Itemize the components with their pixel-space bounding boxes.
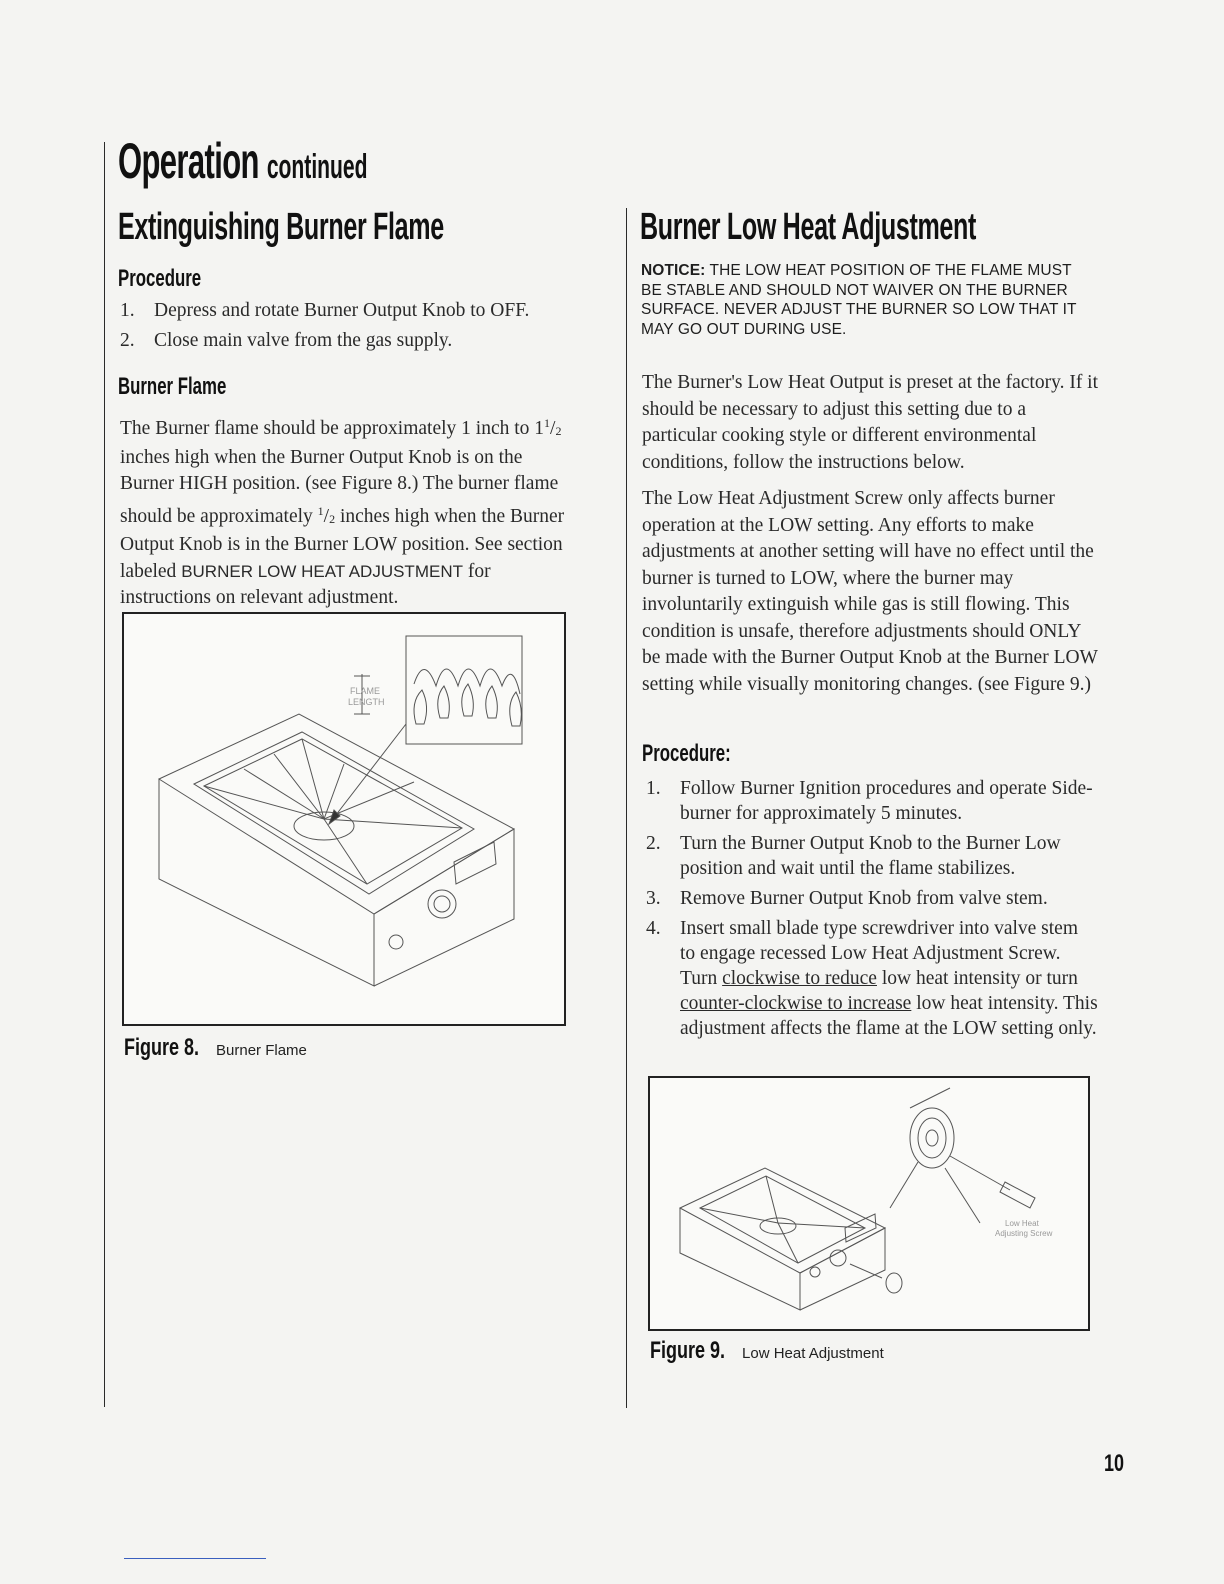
figure-8-caption-text: Burner Flame bbox=[216, 1042, 307, 1059]
figure-8-box bbox=[122, 612, 566, 1026]
screw-label: Low Heat bbox=[1005, 1219, 1039, 1228]
figure-8-label: Figure 8. bbox=[124, 1034, 200, 1061]
low-heat-paragraph-2: The Low Heat Adjustment Screw only affects burner operation at the LOW setting. Any efforts to make adjustments at another setting will have no effect until the burner is turned to LOW, where the burner may involuntarily extinguish while gas is still flowing. This condition is unsafe, therefore adjustments should ONLY be made with the Burner Output Knob at the Burner LOW setting while visually monitoring changes. (see Figure 9.) bbox=[642, 488, 1098, 695]
control-panel-label bbox=[454, 842, 496, 884]
notice-box: NOTICE: THE LOW HEAT POSITION OF THE FLAME MUST BE STABLE AND SHOULD NOT WAIVER ON THE BURNER SURFACE. NEVER ADJUST THE BURNER SO LOW THAT IT MAY GO OUT DURING USE. bbox=[641, 262, 1077, 338]
clockwise-note: clockwise to reduce bbox=[722, 968, 877, 989]
figure-9-label: Figure 9. bbox=[650, 1337, 726, 1364]
low-heat-heading: Burner Low Heat Adjustment bbox=[640, 206, 977, 248]
burner-flame-heading: Burner Flame bbox=[118, 373, 227, 400]
column-divider-rule bbox=[626, 208, 627, 1408]
footer-rule bbox=[124, 1558, 266, 1559]
page-number: 10 bbox=[1104, 1450, 1125, 1477]
screwdriver bbox=[950, 1156, 1010, 1190]
procedure-heading-right: Procedure: bbox=[642, 740, 731, 767]
extinguish-steps bbox=[120, 298, 590, 358]
left-margin-rule bbox=[104, 142, 105, 1407]
list-item: 1. Follow Burner Ignition procedures and operate Side-burner for approximately 5 minutes. bbox=[646, 778, 1093, 824]
burner-top-outline bbox=[680, 1168, 885, 1273]
flame-length-label-2: LENGTH bbox=[348, 697, 385, 707]
figure-9-caption-text: Low Heat Adjustment bbox=[742, 1345, 884, 1362]
notice-label: NOTICE: bbox=[641, 262, 706, 279]
page-subtitle: continued bbox=[266, 148, 368, 186]
removed-knob bbox=[886, 1273, 902, 1293]
figure-9-box bbox=[648, 1076, 1090, 1331]
adjustment-steps bbox=[646, 776, 1098, 1046]
figure-8-illustration bbox=[124, 614, 564, 1024]
burner-flame-text: The Burner flame should be approximately 1 inch to $1^1/_2$ inches high when the Burner Output Knob is on the Burner HIGH position. (see Figure 8.) The burner flame should be approximately $^1/_2$ inches high when the Burner Output Knob is in the Burner LOW position. See section labeled BURNER LOW HEAT ADJUSTMENT for instructions on relevant adjustment. bbox=[120, 416, 565, 608]
valve-zoom-circle bbox=[910, 1108, 954, 1168]
list-item: 4. Insert small blade type screwdriver into valve stem to engage recessed Low Heat Adjustment Screw. Turn clockwise to reduce low heat intensity or turn counter-clockwise to increase low heat intensity. This adjustment affects the flame at the LOW setting only. bbox=[646, 918, 1098, 1039]
figure-8-caption bbox=[124, 1034, 307, 1062]
section-reference: BURNER LOW HEAT ADJUSTMENT bbox=[181, 561, 463, 581]
extinguishing-heading: Extinguishing Burner Flame bbox=[118, 206, 444, 248]
flame-length-label: FLAME bbox=[350, 686, 381, 696]
low-heat-text bbox=[642, 370, 1102, 708]
list-item: 3. Remove Burner Output Knob from valve stem. bbox=[646, 888, 1048, 909]
figure-9-illustration bbox=[650, 1078, 1088, 1329]
low-heat-paragraph-1: The Burner's Low Heat Output is preset at the factory. If it should be necessary to adjust this setting due to a particular cooking style or different environmental conditions, follow the instructions below. bbox=[642, 372, 1099, 473]
counter-clockwise-note: counter-clockwise to increase bbox=[680, 993, 912, 1014]
list-item: 2. Close main valve from the gas supply. bbox=[120, 330, 453, 351]
page-title: Operation continued bbox=[118, 133, 368, 189]
procedure-heading-left: Procedure bbox=[118, 265, 202, 292]
list-item: 2. Turn the Burner Output Knob to the Burner Low position and wait until the flame stabilizes. bbox=[646, 833, 1061, 879]
burner-side-outline bbox=[374, 829, 514, 986]
list-item: 1. Depress and rotate Burner Output Knob to OFF. bbox=[120, 300, 530, 321]
screw-label-2: Adjusting Screw bbox=[995, 1229, 1053, 1238]
burner-front-outline bbox=[159, 779, 374, 986]
figure-9-caption bbox=[650, 1337, 884, 1365]
